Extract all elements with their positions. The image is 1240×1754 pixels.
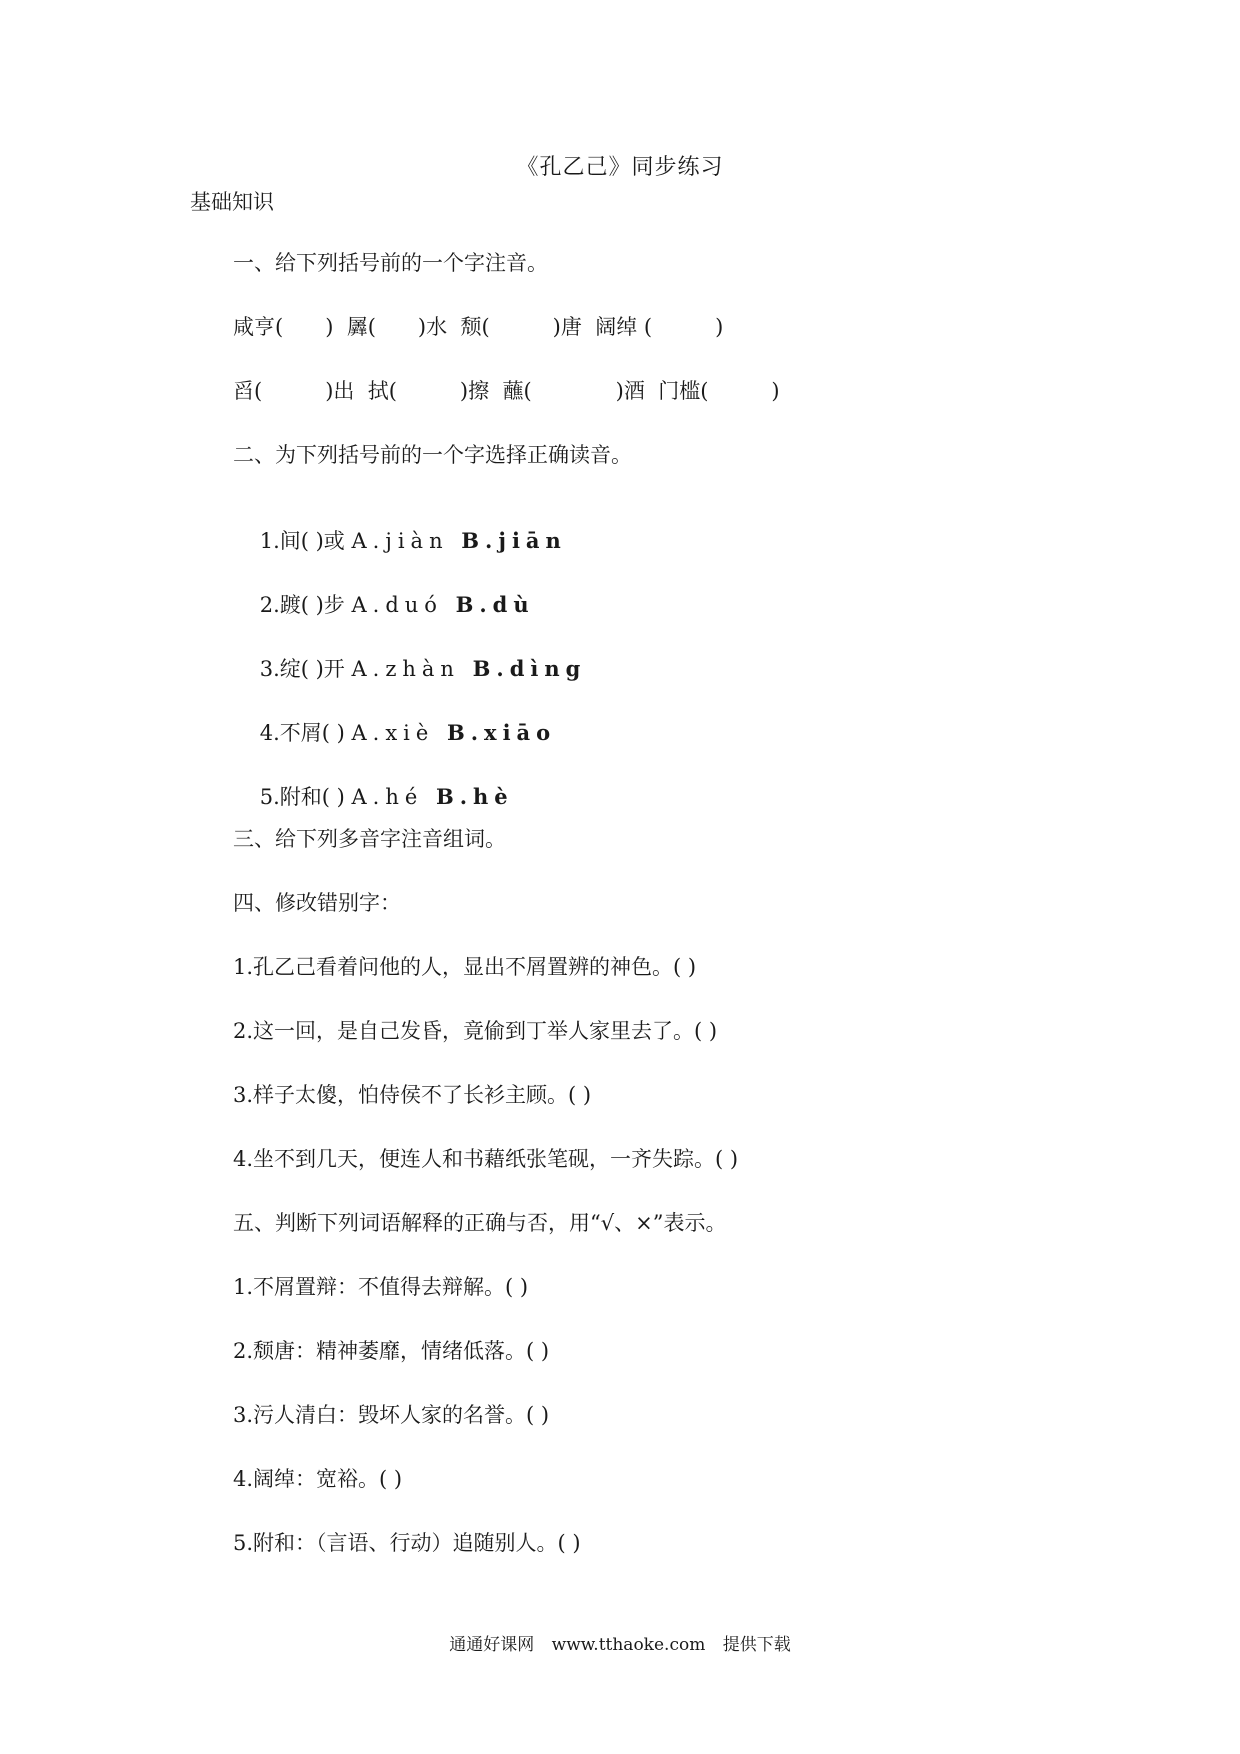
page-footer (0, 1630, 1240, 1655)
q4-item: 1.孔乙己看着问他的人，显出不屑置辨的神色。( ) (233, 955, 697, 979)
q2-item-stem: 1.间( )或 (259, 529, 352, 553)
q4-item: 4.坐不到几天，便连人和书藉纸张笔砚，一齐失踪。( ) (233, 1147, 739, 1171)
q4-heading: 四、修改错别字： (233, 891, 401, 915)
q2-item (233, 509, 567, 573)
q5-item: 2.颓唐：精神萎靡，情绪低落。( ) (233, 1339, 550, 1363)
q2-item-stem: 5.附和( ) (259, 785, 352, 809)
q5-item: 5.附和：（言语、行动）追随别人。( ) (233, 1531, 581, 1555)
q1-row-1: 咸亨( ) 羼( )水 颓( )唐 阔绰 ( ) (233, 315, 724, 339)
section-heading: 基础知识 (190, 190, 274, 214)
q5-item: 4.阔绰：宽裕。( ) (233, 1467, 403, 1491)
q2-item (233, 637, 586, 701)
q5-heading: 五、判断下列词语解释的正确与否，用“√、×”表示。 (233, 1211, 727, 1235)
q2-item-stem: 4.不屑( ) (259, 721, 352, 745)
q2-item-stem: 3.绽( )开 (259, 657, 352, 681)
q2-option-a: A.hé (351, 785, 436, 809)
q2-item (233, 701, 556, 765)
q2-option-a: A.zhàn (351, 657, 473, 681)
q2-item-stem: 2.踱( )步 (259, 593, 352, 617)
q2-item (233, 765, 514, 829)
q2-option-a: A.duó (351, 593, 456, 617)
q2-option-b: B.xiāo (447, 720, 557, 745)
q5-item: 3.污人清白：毁坏人家的名誉。( ) (233, 1403, 550, 1427)
q2-option-b: B.jiān (461, 528, 567, 553)
q2-item (233, 573, 535, 637)
q2-option-b: B.dìng (472, 656, 587, 681)
q1-row-2: 舀( )出 拭( )擦 蘸( )酒 门槛( ) (233, 379, 780, 403)
q3-heading: 三、给下列多音字注音组词。 (233, 827, 506, 851)
q2-option-a: A.xiè (351, 721, 447, 745)
q2-option-b: B.hè (435, 784, 514, 809)
page-title: 《孔乙己》同步练习 (516, 155, 724, 180)
q2-heading: 二、为下列括号前的一个字选择正确读音。 (233, 443, 632, 467)
q5-item: 1.不屑置辩：不值得去辩解。( ) (233, 1275, 529, 1299)
q4-item: 2.这一回，是自己发昏，竟偷到丁举人家里去了。( ) (233, 1019, 718, 1043)
footer-site-name: 通通好课网 (449, 1635, 535, 1655)
footer-url[interactable]: www.tthaoke.com (551, 1635, 706, 1655)
q1-heading: 一、给下列括号前的一个字注音。 (233, 251, 548, 275)
q2-option-b: B.dù (455, 592, 535, 617)
q4-item: 3.样子太傻，怕侍侯不了长衫主顾。( ) (233, 1083, 592, 1107)
q2-option-a: A.jiàn (351, 529, 462, 553)
footer-suffix: 提供下载 (722, 1635, 791, 1655)
